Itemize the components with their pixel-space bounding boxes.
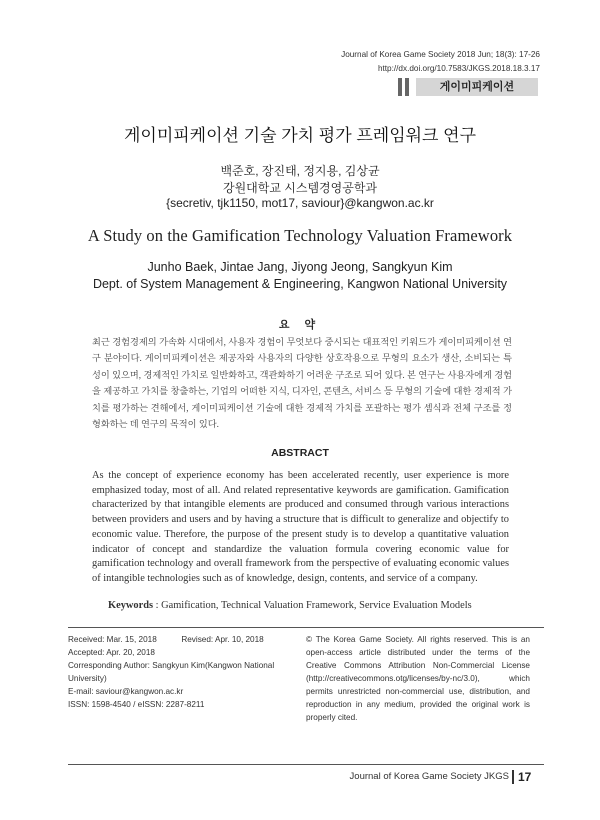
page-number-separator xyxy=(512,770,514,784)
author-emails: {secretiv, tjk1150, mot17, saviour}@kangwon.ac.kr xyxy=(166,196,434,210)
korean-title: 게이미피케이션 기술 가치 평가 프레임워크 연구 xyxy=(123,126,477,145)
tag-block-2 xyxy=(405,78,409,96)
footnote-divider xyxy=(68,627,544,628)
issn: ISSN: 1598-4540 / eISSN: 2287-8211 xyxy=(68,700,205,709)
footer-journal-name: Journal of Korea Game Society JKGS xyxy=(349,771,509,782)
english-abstract-heading: ABSTRACT xyxy=(271,447,329,459)
korean-abstract: 최근 경험경제의 가속화 시대에서, 사용자 경험이 무엇보다 중시되는 대표적인 키워드가 게이미피케이션 연구 분야이다. 게이미피케이션은 제공자와 사용자의 다양한 상호작용으로 무형의 요소가 생산, 소비되는 특성이 있으며, 경제적인 가치로 일반화하고, 객관화하기 어려운 구조로 되어 있다. 본 연구는 사용자에게 경험을 제공하고 가치를 창출하는, 기업의 어떠한 지식, 디자인, 콘텐츠, 서비스 등 무형의 기술에 대한 경제적 가치를 평가하는 견해에서, 게이미피케이션 기술에 대한 경제적 가치를 포괄하는 평가 셈식과 전체 구조를 정형화하는 데 연구의 목적이 있다. xyxy=(92,337,512,430)
received-date: Received: Mar. 15, 2018 xyxy=(68,635,157,644)
corresponding-email[interactable]: E-mail: saviour@kangwon.ac.kr xyxy=(68,687,184,696)
journal-citation: Journal of Korea Game Society 2018 Jun; 18(3): 17-26 xyxy=(341,50,540,59)
keywords xyxy=(108,600,472,611)
english-affiliation: Dept. of System Management & Engineering, Kangwon National University xyxy=(92,277,508,291)
english-abstract: As the concept of experience economy has been accelerated recently, user experience is more emphasized today, most of all. And related representative keywords are gamification. Gamification characterized by that intangible elements are produced and consumed through various interactions between providers and users and by having a structure that is difficult to generalize and objectify to economic value. Therefore, the purpose of the present study is to develop a quantitative valuation indicator of concept and standardize the valuation formula covering economic value for gamification technology and overall framework from the perspective of evaluating economic values of intangible technologies such as of knowledge, design, contents, and service of a company. xyxy=(92,470,509,584)
keywords-list: : Gamification, Technical Valuation Framework, Service Evaluation Models xyxy=(153,600,472,611)
page-footer-divider xyxy=(68,764,544,765)
korean-abstract-heading: 요 약 xyxy=(278,319,322,331)
keywords-label: Keywords xyxy=(108,600,154,611)
license-notice: © The Korea Game Society. All rights reserved. This is an open-access article distributed under the terms of the Creative Commons Attribution Non-Commercial License (http://creativecommons.otg/licenses/by-nc/3.0), which permits unrestricted non-commercial use, distribution, and reproduction in any medium, provided the original work is properly cited. xyxy=(306,635,530,722)
accepted-date: Accepted: Apr. 20, 2018 xyxy=(68,648,155,657)
doi-link[interactable]: http://dx.doi.org/10.7583/JKGS.2018.18.3.17 xyxy=(377,64,540,73)
corresponding-author-cont: University) xyxy=(68,674,107,683)
corresponding-author: Corresponding Author: Sangkyun Kim(Kangwon National xyxy=(68,661,275,670)
page-number: 17 xyxy=(518,770,532,784)
article-info xyxy=(68,633,282,711)
revised-date: Revised: Apr. 10, 2018 xyxy=(181,635,264,644)
english-authors: Junho Baek, Jintae Jang, Jiyong Jeong, Sangkyun Kim xyxy=(147,260,453,274)
received-revised-line xyxy=(68,633,282,646)
category-tag-label: 게이미피케이션 xyxy=(416,78,538,96)
english-title: A Study on the Gamification Technology Valuation Framework xyxy=(87,226,513,245)
tag-block-1 xyxy=(398,78,402,96)
category-tag xyxy=(398,78,538,96)
korean-authors: 백준호, 장진태, 정지용, 김상균 xyxy=(220,164,380,178)
korean-affiliation: 강원대학교 시스템경영공학과 xyxy=(222,181,378,195)
